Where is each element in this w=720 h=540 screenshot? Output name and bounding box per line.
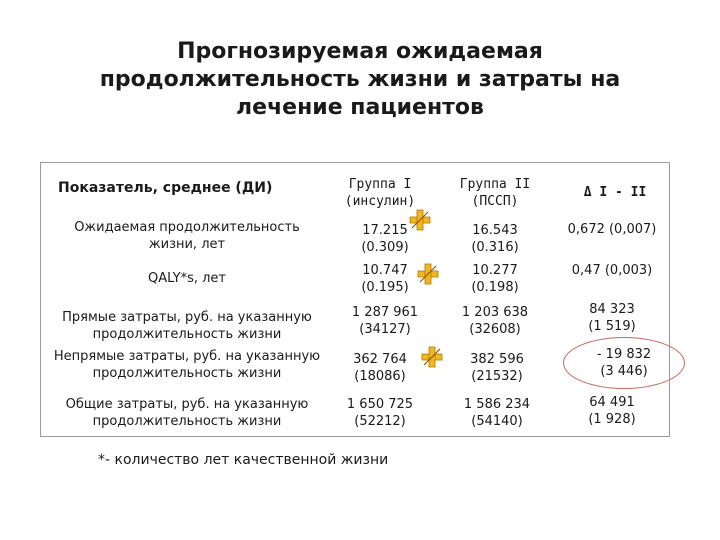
row-3-group-2-value: 1 203 638 (461, 305, 529, 320)
row-2-group-2-value: 10.277 (472, 263, 518, 278)
row-3-group-2 (445, 304, 545, 338)
header-group-2-drug: (ПССП) (471, 194, 519, 209)
row-4-group-1 (330, 351, 430, 385)
row-4-group-1-ci: (18086) (354, 369, 406, 384)
plus-advantage-icon (421, 346, 443, 368)
row-2-delta (556, 262, 668, 279)
row-2-group-2 (445, 262, 545, 296)
highlight-ellipse (563, 337, 685, 389)
row-1-label-line-1: Ожидаемая продолжительность (74, 220, 300, 235)
row-1-delta-value: 0,672 (0,007) (567, 222, 657, 237)
row-5-delta-ci: (1 928) (588, 412, 636, 427)
row-5-label-line-2: продолжительность жизни (92, 414, 282, 429)
row-5-group-1-ci: (52212) (354, 414, 406, 429)
row-2-group-1-value: 10.747 (362, 263, 408, 278)
header-delta: Δ I - II (583, 185, 647, 200)
title-line-3: лечение пациентов (236, 95, 484, 120)
row-2-label-line-1: QALY*s, лет (148, 271, 226, 286)
row-5-delta-value: 64 491 (589, 395, 635, 410)
row-4-label-line-2: продолжительность жизни (92, 366, 282, 381)
row-2-label (42, 270, 332, 287)
header-group-1-drug: (инсулин) (344, 194, 416, 209)
row-5-group-2 (447, 396, 547, 430)
row-4-delta-value: - 19 832 (596, 347, 652, 362)
row-4-group-2 (447, 351, 547, 385)
row-3-delta-value: 84 323 (589, 302, 635, 317)
plus-advantage-icon (409, 209, 431, 231)
row-1-group-2-value: 16.543 (472, 223, 518, 238)
row-1-group-1-value: 17.215 (362, 223, 408, 238)
header-group-1 (330, 176, 430, 210)
header-group-2-name: Группа II (459, 177, 531, 192)
row-5-group-2-ci: (54140) (471, 414, 523, 429)
row-3-group-1-value: 1 287 961 (351, 305, 419, 320)
row-4-group-2-value: 382 596 (470, 352, 524, 367)
row-3-group-1 (335, 304, 435, 338)
row-3-label-line-1: Прямые затраты, руб. на указанную (62, 310, 312, 325)
plus-advantage-icon (417, 263, 439, 285)
row-1-label (42, 219, 332, 253)
row-3-label (42, 309, 332, 343)
row-5-group-1-value: 1 650 725 (346, 397, 414, 412)
row-2-delta-value: 0,47 (0,003) (571, 263, 653, 278)
row-4-label-line-1: Непрямые затраты, руб. на указанную (53, 349, 321, 364)
row-1-delta (556, 221, 668, 238)
row-5-group-2-value: 1 586 234 (463, 397, 531, 412)
row-3-label-line-2: продолжительность жизни (92, 327, 282, 342)
slide-title (60, 38, 660, 122)
row-5-label (42, 396, 332, 430)
footnote: *- количество лет качественной жизни (98, 452, 389, 468)
header-group-2 (445, 176, 545, 210)
row-4-group-1-value: 362 764 (353, 352, 407, 367)
row-4-label (40, 348, 334, 382)
row-5-group-1 (330, 396, 430, 430)
row-1-group-1-ci: (0.309) (361, 240, 409, 255)
row-2-group-1-ci: (0.195) (361, 280, 409, 295)
row-4-delta-ci: (3 446) (600, 364, 648, 379)
row-5-label-line-1: Общие затраты, руб. на указанную (65, 397, 309, 412)
row-3-delta-ci: (1 519) (588, 319, 636, 334)
row-5-delta (556, 394, 668, 428)
header-group-1-name: Группа I (348, 177, 412, 192)
row-3-delta (556, 301, 668, 335)
title-line-1: Прогнозируемая ожидаемая (177, 39, 543, 64)
title-line-2: продолжительность жизни и затраты на (99, 67, 621, 92)
row-4-group-2-ci: (21532) (471, 369, 523, 384)
row-1-group-2-ci: (0.316) (471, 240, 519, 255)
row-1-group-2 (445, 222, 545, 256)
row-2-group-2-ci: (0.198) (471, 280, 519, 295)
row-3-group-1-ci: (34127) (359, 322, 411, 337)
row-1-label-line-2: жизни, лет (148, 237, 226, 252)
row-3-group-2-ci: (32608) (469, 322, 521, 337)
header-indicator: Показатель, среднее (ДИ) (58, 180, 273, 196)
